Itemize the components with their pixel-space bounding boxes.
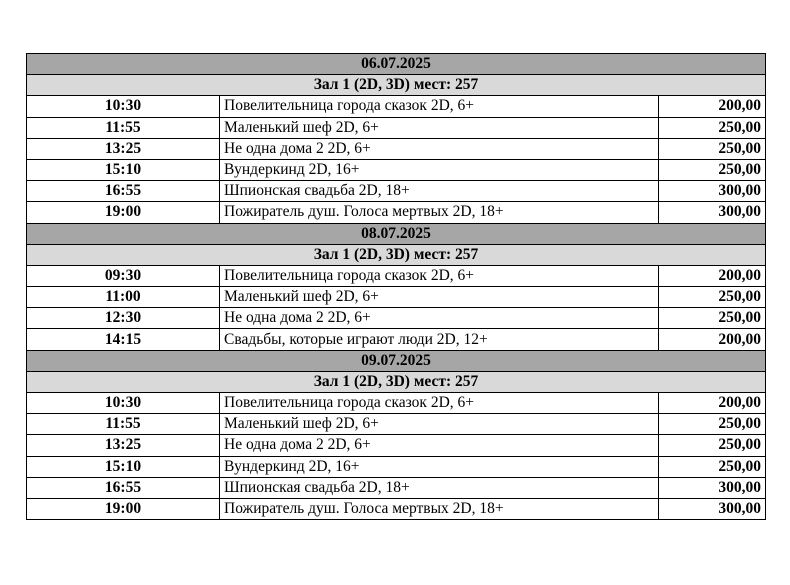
session-row [27, 265, 766, 286]
date-row [27, 54, 766, 75]
hall-cell: Зал 1 (2D, 3D) мест: 257 [27, 75, 766, 96]
session-time: 16:55 [27, 181, 220, 202]
session-time: 10:30 [27, 96, 220, 117]
date-cell: 06.07.2025 [27, 54, 766, 75]
session-title: Пожиратель душ. Голоса мертвых 2D, 18+ [220, 498, 659, 519]
session-row [27, 138, 766, 159]
hall-row [27, 244, 766, 265]
session-title: Повелительница города сказок 2D, 6+ [220, 393, 659, 414]
session-price: 250,00 [659, 414, 766, 435]
session-price: 200,00 [659, 96, 766, 117]
session-row [27, 96, 766, 117]
session-price: 250,00 [659, 117, 766, 138]
session-price: 200,00 [659, 265, 766, 286]
session-row [27, 414, 766, 435]
date-cell: 09.07.2025 [27, 350, 766, 371]
session-title: Не одна дома 2 2D, 6+ [220, 308, 659, 329]
session-title: Маленький шеф 2D, 6+ [220, 117, 659, 138]
session-title: Повелительница города сказок 2D, 6+ [220, 265, 659, 286]
session-row [27, 329, 766, 350]
session-time: 14:15 [27, 329, 220, 350]
session-row [27, 202, 766, 223]
session-title: Маленький шеф 2D, 6+ [220, 287, 659, 308]
date-row [27, 223, 766, 244]
session-time: 10:30 [27, 393, 220, 414]
session-title: Не одна дома 2 2D, 6+ [220, 138, 659, 159]
hall-cell: Зал 1 (2D, 3D) мест: 257 [27, 371, 766, 392]
session-price: 250,00 [659, 287, 766, 308]
session-time: 09:30 [27, 265, 220, 286]
session-price: 300,00 [659, 202, 766, 223]
session-title: Вундеркинд 2D, 16+ [220, 456, 659, 477]
session-time: 12:30 [27, 308, 220, 329]
session-price: 250,00 [659, 138, 766, 159]
session-time: 15:10 [27, 159, 220, 180]
session-row [27, 393, 766, 414]
session-price: 250,00 [659, 456, 766, 477]
date-row [27, 350, 766, 371]
date-cell: 08.07.2025 [27, 223, 766, 244]
session-price: 200,00 [659, 393, 766, 414]
session-row [27, 117, 766, 138]
session-row [27, 498, 766, 519]
session-row [27, 456, 766, 477]
session-title: Шпионская свадьба 2D, 18+ [220, 477, 659, 498]
session-price: 300,00 [659, 477, 766, 498]
session-row [27, 181, 766, 202]
session-title: Свадьбы, которые играют люди 2D, 12+ [220, 329, 659, 350]
hall-row [27, 371, 766, 392]
session-row [27, 287, 766, 308]
session-title: Повелительница города сказок 2D, 6+ [220, 96, 659, 117]
session-price: 300,00 [659, 498, 766, 519]
session-price: 250,00 [659, 435, 766, 456]
session-row [27, 477, 766, 498]
session-time: 13:25 [27, 138, 220, 159]
schedule-table [26, 53, 766, 520]
session-time: 19:00 [27, 498, 220, 519]
hall-cell: Зал 1 (2D, 3D) мест: 257 [27, 244, 766, 265]
schedule-body [27, 54, 766, 520]
session-time: 11:55 [27, 117, 220, 138]
session-time: 16:55 [27, 477, 220, 498]
session-title: Шпионская свадьба 2D, 18+ [220, 181, 659, 202]
session-row [27, 435, 766, 456]
session-price: 200,00 [659, 329, 766, 350]
session-price: 250,00 [659, 308, 766, 329]
session-price: 300,00 [659, 181, 766, 202]
session-title: Вундеркинд 2D, 16+ [220, 159, 659, 180]
session-time: 15:10 [27, 456, 220, 477]
session-time: 11:00 [27, 287, 220, 308]
session-title: Пожиратель душ. Голоса мертвых 2D, 18+ [220, 202, 659, 223]
session-time: 13:25 [27, 435, 220, 456]
session-title: Маленький шеф 2D, 6+ [220, 414, 659, 435]
session-time: 19:00 [27, 202, 220, 223]
session-row [27, 159, 766, 180]
session-price: 250,00 [659, 159, 766, 180]
session-row [27, 308, 766, 329]
session-title: Не одна дома 2 2D, 6+ [220, 435, 659, 456]
hall-row [27, 75, 766, 96]
session-time: 11:55 [27, 414, 220, 435]
